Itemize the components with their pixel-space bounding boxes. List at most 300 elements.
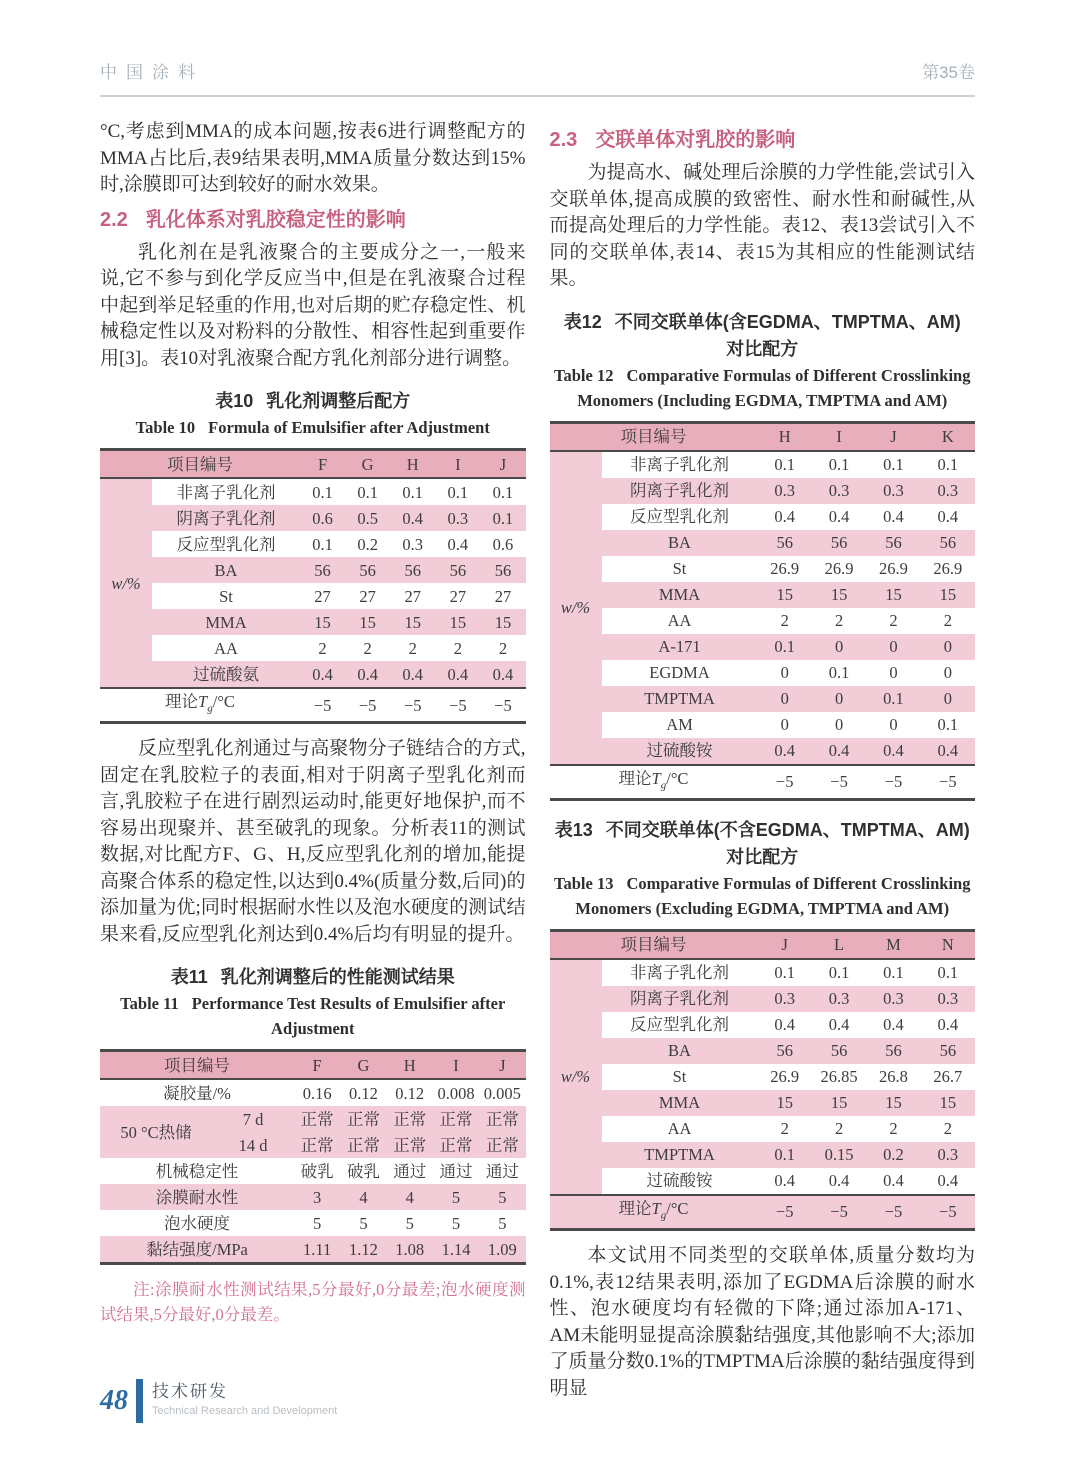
value-cell: 56	[480, 557, 525, 583]
value-cell: 0.12	[395, 1083, 425, 1103]
value-cell: 0.3	[866, 478, 920, 504]
body-paragraph: 为提高水、碱处理后涂膜的力学性能,尝试引入交联单体,提高成膜的致密性、耐水性和耐碱性,从而提高处理后的力学性能。表12、表13尝试引入不同的交联单体,表14、表15为其相应的性能测试结果。	[549, 162, 975, 289]
value-cell: 5	[498, 1213, 507, 1233]
table-footer-row	[550, 765, 976, 800]
row-label-cell: St	[672, 1067, 687, 1087]
value-cell: 正常	[294, 1106, 340, 1132]
value-cell: 0.3	[921, 986, 975, 1012]
value-cell: 0.1	[883, 455, 904, 474]
value-cell: 15	[435, 609, 480, 635]
value-cell: 2	[889, 611, 898, 630]
value-cell: 27	[314, 586, 331, 606]
column-letter-cell: F	[300, 450, 345, 479]
table-number: 表12	[563, 311, 602, 332]
value-cell: 1.11	[294, 1236, 340, 1264]
table-row	[550, 451, 976, 478]
table-row	[100, 661, 526, 688]
row-label-cell: 非离子乳化剂	[630, 455, 729, 474]
data-table	[100, 448, 526, 724]
value-cell: 0	[780, 715, 789, 734]
table-row	[550, 1142, 976, 1168]
value-cell: 2	[780, 1119, 789, 1139]
value-cell: 0.4	[345, 661, 390, 688]
row-label-cell: EGDMA	[649, 663, 710, 682]
value-cell: 正常	[479, 1106, 525, 1132]
value-cell: 26.7	[933, 1067, 963, 1087]
section-title: 乳化体系对乳胶稳定性的影响	[145, 208, 406, 231]
row-label-cell: St	[219, 586, 233, 606]
footer-section-en: Technical Research and Development	[152, 1405, 338, 1417]
row-label-cell: BA	[602, 1038, 758, 1064]
value-cell: 27	[359, 586, 376, 606]
value-cell: 56	[866, 530, 920, 556]
footer-label-part: /°C	[666, 1198, 689, 1218]
value-cell: 56	[758, 530, 812, 556]
value-cell: 0.3	[435, 505, 480, 531]
table-number-en: Table 12	[554, 365, 614, 385]
value-cell: 56	[345, 557, 390, 583]
value-cell: 2	[834, 1119, 844, 1139]
value-cell: 0.4	[812, 738, 866, 765]
value-cell: 0.005	[483, 1083, 521, 1103]
group-label-cell: w/%	[100, 478, 152, 688]
value-cell: 0.1	[937, 455, 959, 474]
value-cell: 0.3	[812, 986, 866, 1012]
value-cell: 0.4	[300, 661, 345, 688]
row-label-cell: 阴离子乳化剂	[152, 505, 300, 531]
value-cell: 0	[758, 686, 812, 712]
value-cell: 27	[449, 586, 467, 606]
table-row	[550, 634, 976, 660]
table-number-en: Table 11	[120, 994, 179, 1014]
table-title-text: 乳化剂调整后的性能测试结果	[220, 967, 455, 988]
value-cell: 0.1	[312, 482, 333, 502]
table-title-text-en: Comparative Formulas of Different Crosslinking Monomers (Excluding EGDMA, TMPTMA and AM)	[575, 873, 971, 918]
value-cell: 0.4	[480, 661, 525, 688]
table-title-text: 不同交联单体(含EGDMA、TMPTMA、AM)	[614, 311, 961, 332]
table-header-row	[100, 1051, 526, 1080]
value-cell: 56	[435, 557, 480, 583]
table-row	[550, 1116, 976, 1142]
value-cell: 0.4	[447, 534, 469, 554]
row-label-cell: BA	[152, 557, 300, 583]
value-cell: 0.2	[866, 1142, 920, 1168]
value-cell: 0	[943, 663, 952, 682]
row-label-cell: A-171	[602, 634, 758, 660]
table-row	[100, 557, 526, 583]
footer-label-part: 理论	[165, 692, 199, 711]
value-cell: −5	[921, 1195, 975, 1230]
value-cell: 0.1	[828, 963, 850, 983]
table-row	[550, 1038, 976, 1064]
value-cell: 2	[408, 638, 417, 658]
table12-title-cn-line2: 对比配方	[726, 338, 799, 359]
value-cell: 15	[812, 582, 866, 608]
column-letter-cell: I	[435, 450, 480, 479]
footer-section-cn: 技术研发	[152, 1382, 228, 1401]
value-cell: 56	[390, 557, 435, 583]
value-cell: 0.1	[758, 1142, 812, 1168]
column-letter-cell: I	[433, 1051, 479, 1080]
row-label-cell: AA	[667, 611, 692, 630]
value-cell: −5	[866, 765, 920, 800]
value-cell: 2	[943, 1119, 952, 1139]
row-label-cell: 过硫酸铵	[646, 1171, 713, 1191]
value-cell: 26.9	[770, 559, 800, 578]
table-row	[550, 608, 976, 634]
table-row	[550, 660, 976, 686]
table-number: 表11	[170, 967, 208, 988]
table-row	[550, 582, 976, 608]
footer-label-part: T	[198, 692, 208, 711]
value-cell: −5	[390, 688, 435, 723]
value-cell: 0	[812, 686, 866, 712]
column-letter-cell: F	[294, 1051, 340, 1080]
row-label-cell: 反应型乳化剂	[176, 534, 276, 554]
value-cell: 15	[390, 609, 435, 635]
page-header	[100, 0, 975, 97]
table-row	[550, 959, 976, 986]
value-cell: 0.3	[758, 478, 812, 504]
value-cell: 0.4	[866, 738, 920, 765]
page-footer	[100, 1379, 337, 1423]
sub-label-cell: 14 d	[212, 1132, 294, 1158]
value-cell: 0.4	[937, 1015, 959, 1035]
table-row	[100, 1158, 526, 1184]
table-row	[550, 738, 976, 765]
value-cell: 1.14	[433, 1236, 479, 1264]
value-cell: 2	[943, 611, 952, 630]
table-header-row	[550, 422, 976, 451]
value-cell: 0.1	[774, 455, 795, 474]
data-table	[550, 421, 976, 801]
section-heading-2-3	[550, 125, 976, 155]
column-letter-cell: G	[340, 1051, 386, 1080]
row-label-cell: 反应型乳化剂	[630, 1015, 729, 1035]
value-cell: 56	[921, 1038, 975, 1064]
value-cell: 0.3	[921, 478, 975, 504]
table-row	[550, 1064, 976, 1090]
table-row	[100, 1210, 526, 1236]
value-cell: 0.4	[435, 661, 480, 688]
row-label-cell: 阴离子乳化剂	[602, 986, 758, 1012]
table-row	[100, 1236, 526, 1264]
row-label-cell: 50 °C热储	[100, 1106, 212, 1158]
value-cell: 5	[359, 1213, 368, 1233]
value-cell: 56	[866, 1038, 920, 1064]
footer-label-part: g	[660, 778, 667, 791]
value-cell: 1.08	[387, 1236, 433, 1264]
table10-title-cn	[100, 388, 526, 415]
table-row	[550, 556, 976, 582]
value-cell: 56	[758, 1038, 812, 1064]
footer-label-part: /°C	[666, 768, 689, 788]
value-cell: 0.1	[492, 482, 514, 502]
row-label-cell: 反应型乳化剂	[630, 507, 729, 526]
value-cell: 0.12	[349, 1083, 378, 1103]
value-cell: 0	[812, 634, 866, 660]
row-label-cell: MMA	[602, 1090, 758, 1116]
footer-label-part: 理论	[618, 1198, 652, 1218]
column-letter-cell: N	[921, 930, 975, 959]
value-cell: 0.3	[758, 986, 812, 1012]
value-cell: 0.3	[402, 534, 424, 554]
table-footer-row	[100, 688, 526, 723]
value-cell: 26.9	[770, 1067, 800, 1087]
section-title: 交联单体对乳胶的影响	[595, 129, 796, 151]
table13	[550, 929, 976, 1231]
value-cell: 0.16	[302, 1083, 332, 1103]
value-cell: −5	[345, 688, 390, 723]
value-cell: 4	[340, 1184, 386, 1210]
value-cell: 0.4	[758, 738, 812, 765]
value-cell: 15	[812, 1090, 866, 1116]
row-label-cell: TMPTMA	[602, 686, 758, 712]
table13-title-en	[550, 871, 976, 921]
value-cell: 正常	[387, 1106, 433, 1132]
column-letter-cell: K	[921, 422, 975, 451]
value-cell: 0.1	[937, 715, 959, 734]
row-label-cell: 机械稳定性	[155, 1161, 239, 1181]
value-cell: 0.1	[357, 482, 378, 502]
value-cell: 0.3	[921, 1142, 975, 1168]
value-cell: 0.4	[883, 1015, 904, 1035]
value-cell: 27	[404, 586, 421, 606]
data-table	[550, 929, 976, 1231]
row-label-cell: 凝胶量/%	[163, 1083, 231, 1103]
value-cell: 0.1	[828, 663, 850, 682]
row-label-cell: 过硫酸铵	[602, 738, 758, 765]
table-row	[550, 530, 976, 556]
value-cell: 56	[921, 530, 975, 556]
left-column	[100, 119, 526, 1406]
value-cell: 15	[921, 1090, 975, 1116]
value-cell: 0.6	[492, 534, 514, 554]
table-number-en: Table 10	[135, 418, 196, 437]
row-label-cell: MMA	[602, 582, 758, 608]
value-cell: 56	[812, 1038, 866, 1064]
body-paragraph: 反应型乳化剂通过与高聚物分子链结合的方式,固定在乳胶粒子的表面,相对于阴离子型乳化剂而言,乳胶粒子在进行剧烈运动时,能更好地保护,而不容易出现聚并、甚至破乳的现象。分析表11的测试数据,对比配方F、G、H,反应型乳化剂的增加,能提高聚合体系的稳定性,以达到0.4%(质量分数,后同)的添加量为优;同时根据耐水性以及泡水硬度的测试结果来看,反应型乳化剂达到0.4%后均有明显的提升。	[100, 738, 526, 945]
table-row	[100, 1079, 526, 1106]
table-row	[550, 1168, 976, 1195]
value-cell: 15	[300, 609, 345, 635]
table-row	[100, 609, 526, 635]
table10-title-en	[100, 415, 526, 440]
column-letter-cell: H	[758, 422, 812, 451]
table-title-text-en: Performance Test Results of Emulsifier after Adjustment	[191, 994, 506, 1039]
value-cell: 5	[433, 1184, 479, 1210]
value-cell: 2	[453, 638, 462, 658]
value-cell: 2	[834, 611, 844, 630]
value-cell: 0.4	[774, 1171, 795, 1191]
value-cell: 0.1	[828, 455, 850, 474]
column-letter-cell: J	[479, 1051, 525, 1080]
column-letter-cell: J	[866, 422, 920, 451]
value-cell: 2	[318, 638, 327, 658]
value-cell: −5	[921, 765, 975, 800]
value-cell: 0.1	[883, 963, 904, 983]
value-cell: −5	[758, 1195, 812, 1230]
value-cell: 正常	[340, 1106, 386, 1132]
column-letter-cell: J	[758, 930, 812, 959]
column-letter-cell: H	[390, 450, 435, 479]
value-cell: 26.85	[820, 1067, 858, 1087]
row-label-cell: AM	[666, 715, 693, 734]
value-cell: 2	[363, 638, 372, 658]
value-cell: 通过	[485, 1161, 519, 1181]
value-cell: 0.1	[758, 634, 812, 660]
value-cell: 0.4	[390, 505, 435, 531]
value-cell: 正常	[433, 1106, 479, 1132]
value-cell: 2	[780, 611, 789, 630]
table-row	[550, 686, 976, 712]
column-letter-cell: J	[480, 450, 525, 479]
value-cell: 通过	[439, 1161, 473, 1181]
table-title-text-en: Formula of Emulsifier after Adjustment	[208, 418, 490, 437]
section-heading-2-2	[100, 205, 526, 235]
value-cell: 0.1	[402, 482, 424, 502]
table-title-text-en: Comparative Formulas of Different Crosslinking Monomers (Including EGDMA, TMPTMA and AM)	[577, 365, 971, 410]
value-cell: 正常	[340, 1132, 386, 1158]
value-cell: 56	[812, 530, 866, 556]
table-row	[100, 583, 526, 609]
value-cell: 0.4	[937, 507, 959, 526]
table-number: 表10	[215, 391, 254, 411]
table11-title	[100, 964, 526, 1041]
column-letter-cell: L	[812, 930, 866, 959]
row-label-cell: 过硫酸氨	[152, 661, 300, 688]
value-cell: 0.4	[883, 507, 904, 526]
value-cell: 破乳	[300, 1161, 334, 1181]
row-label-cell: TMPTMA	[602, 1142, 758, 1168]
value-cell: 0.2	[357, 534, 378, 554]
column-letter-cell: M	[866, 930, 920, 959]
value-cell: 0.4	[883, 1171, 904, 1191]
value-cell: 通过	[393, 1161, 427, 1181]
footer-label-part: T	[651, 768, 661, 788]
value-cell: 0.1	[447, 482, 469, 502]
table-header-row	[100, 450, 526, 479]
column-letter-cell: G	[345, 450, 390, 479]
value-cell: 正常	[294, 1132, 340, 1158]
value-cell: 0.1	[866, 686, 920, 712]
value-cell: 0.15	[812, 1142, 866, 1168]
table12-title-cn	[550, 309, 976, 336]
table11	[100, 1049, 526, 1265]
value-cell: 0.4	[828, 1015, 850, 1035]
value-cell: 0.4	[774, 1015, 795, 1035]
value-cell: 0	[834, 715, 844, 734]
value-cell: 15	[921, 582, 975, 608]
header-label-cell: 项目编号	[550, 930, 758, 959]
value-cell: −5	[758, 765, 812, 800]
body-paragraph: 乳化剂在是乳液聚合的主要成分之一,一般来说,它不参与到化学反应当中,但是在乳液聚合过程中起到举足轻重的作用,也对后期的贮存稳定性、机械稳定性以及对粉料的分散性、相容性起到重要作用[3]。表10对乳液聚合配方乳化剂部分进行调整。	[100, 241, 526, 369]
value-cell: −5	[812, 765, 866, 800]
table13-title-cn-line2: 对比配方	[726, 846, 799, 867]
table-row	[550, 1012, 976, 1038]
table12-title-en	[550, 363, 976, 413]
data-table	[100, 1049, 526, 1265]
table13-title-cn	[550, 817, 976, 844]
value-cell: 5	[313, 1213, 322, 1233]
journal-name: 中国涂料	[100, 63, 204, 82]
row-label-cell: MMA	[152, 609, 300, 635]
value-cell: 0	[866, 634, 920, 660]
value-cell: −5	[866, 1195, 920, 1230]
table-row	[550, 986, 976, 1012]
footer-label-part: T	[651, 1198, 661, 1218]
body-paragraph: °C,考虑到MMA的成本问题,按表6进行调整配方的MMA占比后,表9结果表明,MMA质量分数达到15%时,涂膜即可达到较好的耐水效果。	[100, 121, 526, 195]
value-cell: 0	[921, 686, 975, 712]
table-number-en: Table 13	[554, 873, 614, 893]
row-label-cell: 阴离子乳化剂	[602, 478, 758, 504]
section-number: 2.2	[100, 208, 128, 231]
value-cell: 26.9	[824, 559, 854, 578]
row-label-cell: AA	[667, 1119, 692, 1139]
value-cell: 0	[921, 634, 975, 660]
value-cell: 0.5	[345, 505, 390, 531]
value-cell: 0.4	[774, 507, 795, 526]
row-label-cell: 非离子乳化剂	[630, 963, 729, 983]
value-cell: 0.1	[774, 963, 795, 983]
table-row	[550, 1090, 976, 1116]
table10-title	[100, 388, 526, 440]
row-label-cell: 非离子乳化剂	[176, 482, 276, 502]
row-label-cell: St	[672, 559, 687, 578]
value-cell: 正常	[433, 1132, 479, 1158]
value-cell: 0.1	[937, 963, 959, 983]
table-row	[550, 478, 976, 504]
value-cell: 2	[498, 638, 508, 658]
value-cell: 正常	[387, 1132, 433, 1158]
group-label-cell: w/%	[550, 959, 602, 1195]
right-column	[550, 119, 976, 1406]
value-cell: 0.3	[866, 986, 920, 1012]
value-cell: 0.4	[828, 507, 850, 526]
value-cell: 0.1	[480, 505, 525, 531]
row-label-cell: 泡水硬度	[164, 1213, 230, 1233]
table11-title-en	[100, 991, 526, 1041]
footer-label-part: g	[207, 702, 213, 715]
group-label-cell: w/%	[550, 451, 602, 765]
value-cell: 0.4	[390, 661, 435, 688]
table-row	[100, 478, 526, 505]
value-cell: 1.12	[340, 1236, 386, 1264]
row-label-cell: AA	[214, 638, 238, 658]
value-cell: 56	[300, 557, 345, 583]
value-cell: 0.3	[812, 478, 866, 504]
value-cell: 0	[889, 663, 898, 682]
value-cell: 1.09	[479, 1236, 525, 1264]
footer-label-part: g	[660, 1209, 667, 1222]
table-row	[100, 635, 526, 661]
sub-label-cell: 7 d	[212, 1106, 294, 1132]
footer-divider-bar	[136, 1379, 143, 1423]
table-title-text: 不同交联单体(不含EGDMA、TMPTMA、AM)	[605, 819, 970, 840]
value-cell: 26.9	[933, 559, 963, 578]
value-cell: 15	[480, 609, 525, 635]
content-columns	[100, 119, 975, 1406]
value-cell: 0.4	[921, 738, 975, 765]
value-cell: 0.6	[300, 505, 345, 531]
table-title-text: 乳化剂调整后配方	[266, 391, 411, 411]
value-cell: 5	[479, 1184, 525, 1210]
column-letter-cell: H	[387, 1051, 433, 1080]
table-row	[100, 531, 526, 557]
value-cell: 27	[494, 586, 512, 606]
header-label-cell: 项目编号	[100, 450, 300, 479]
row-label-cell: 黏结强度/MPa	[100, 1236, 294, 1264]
